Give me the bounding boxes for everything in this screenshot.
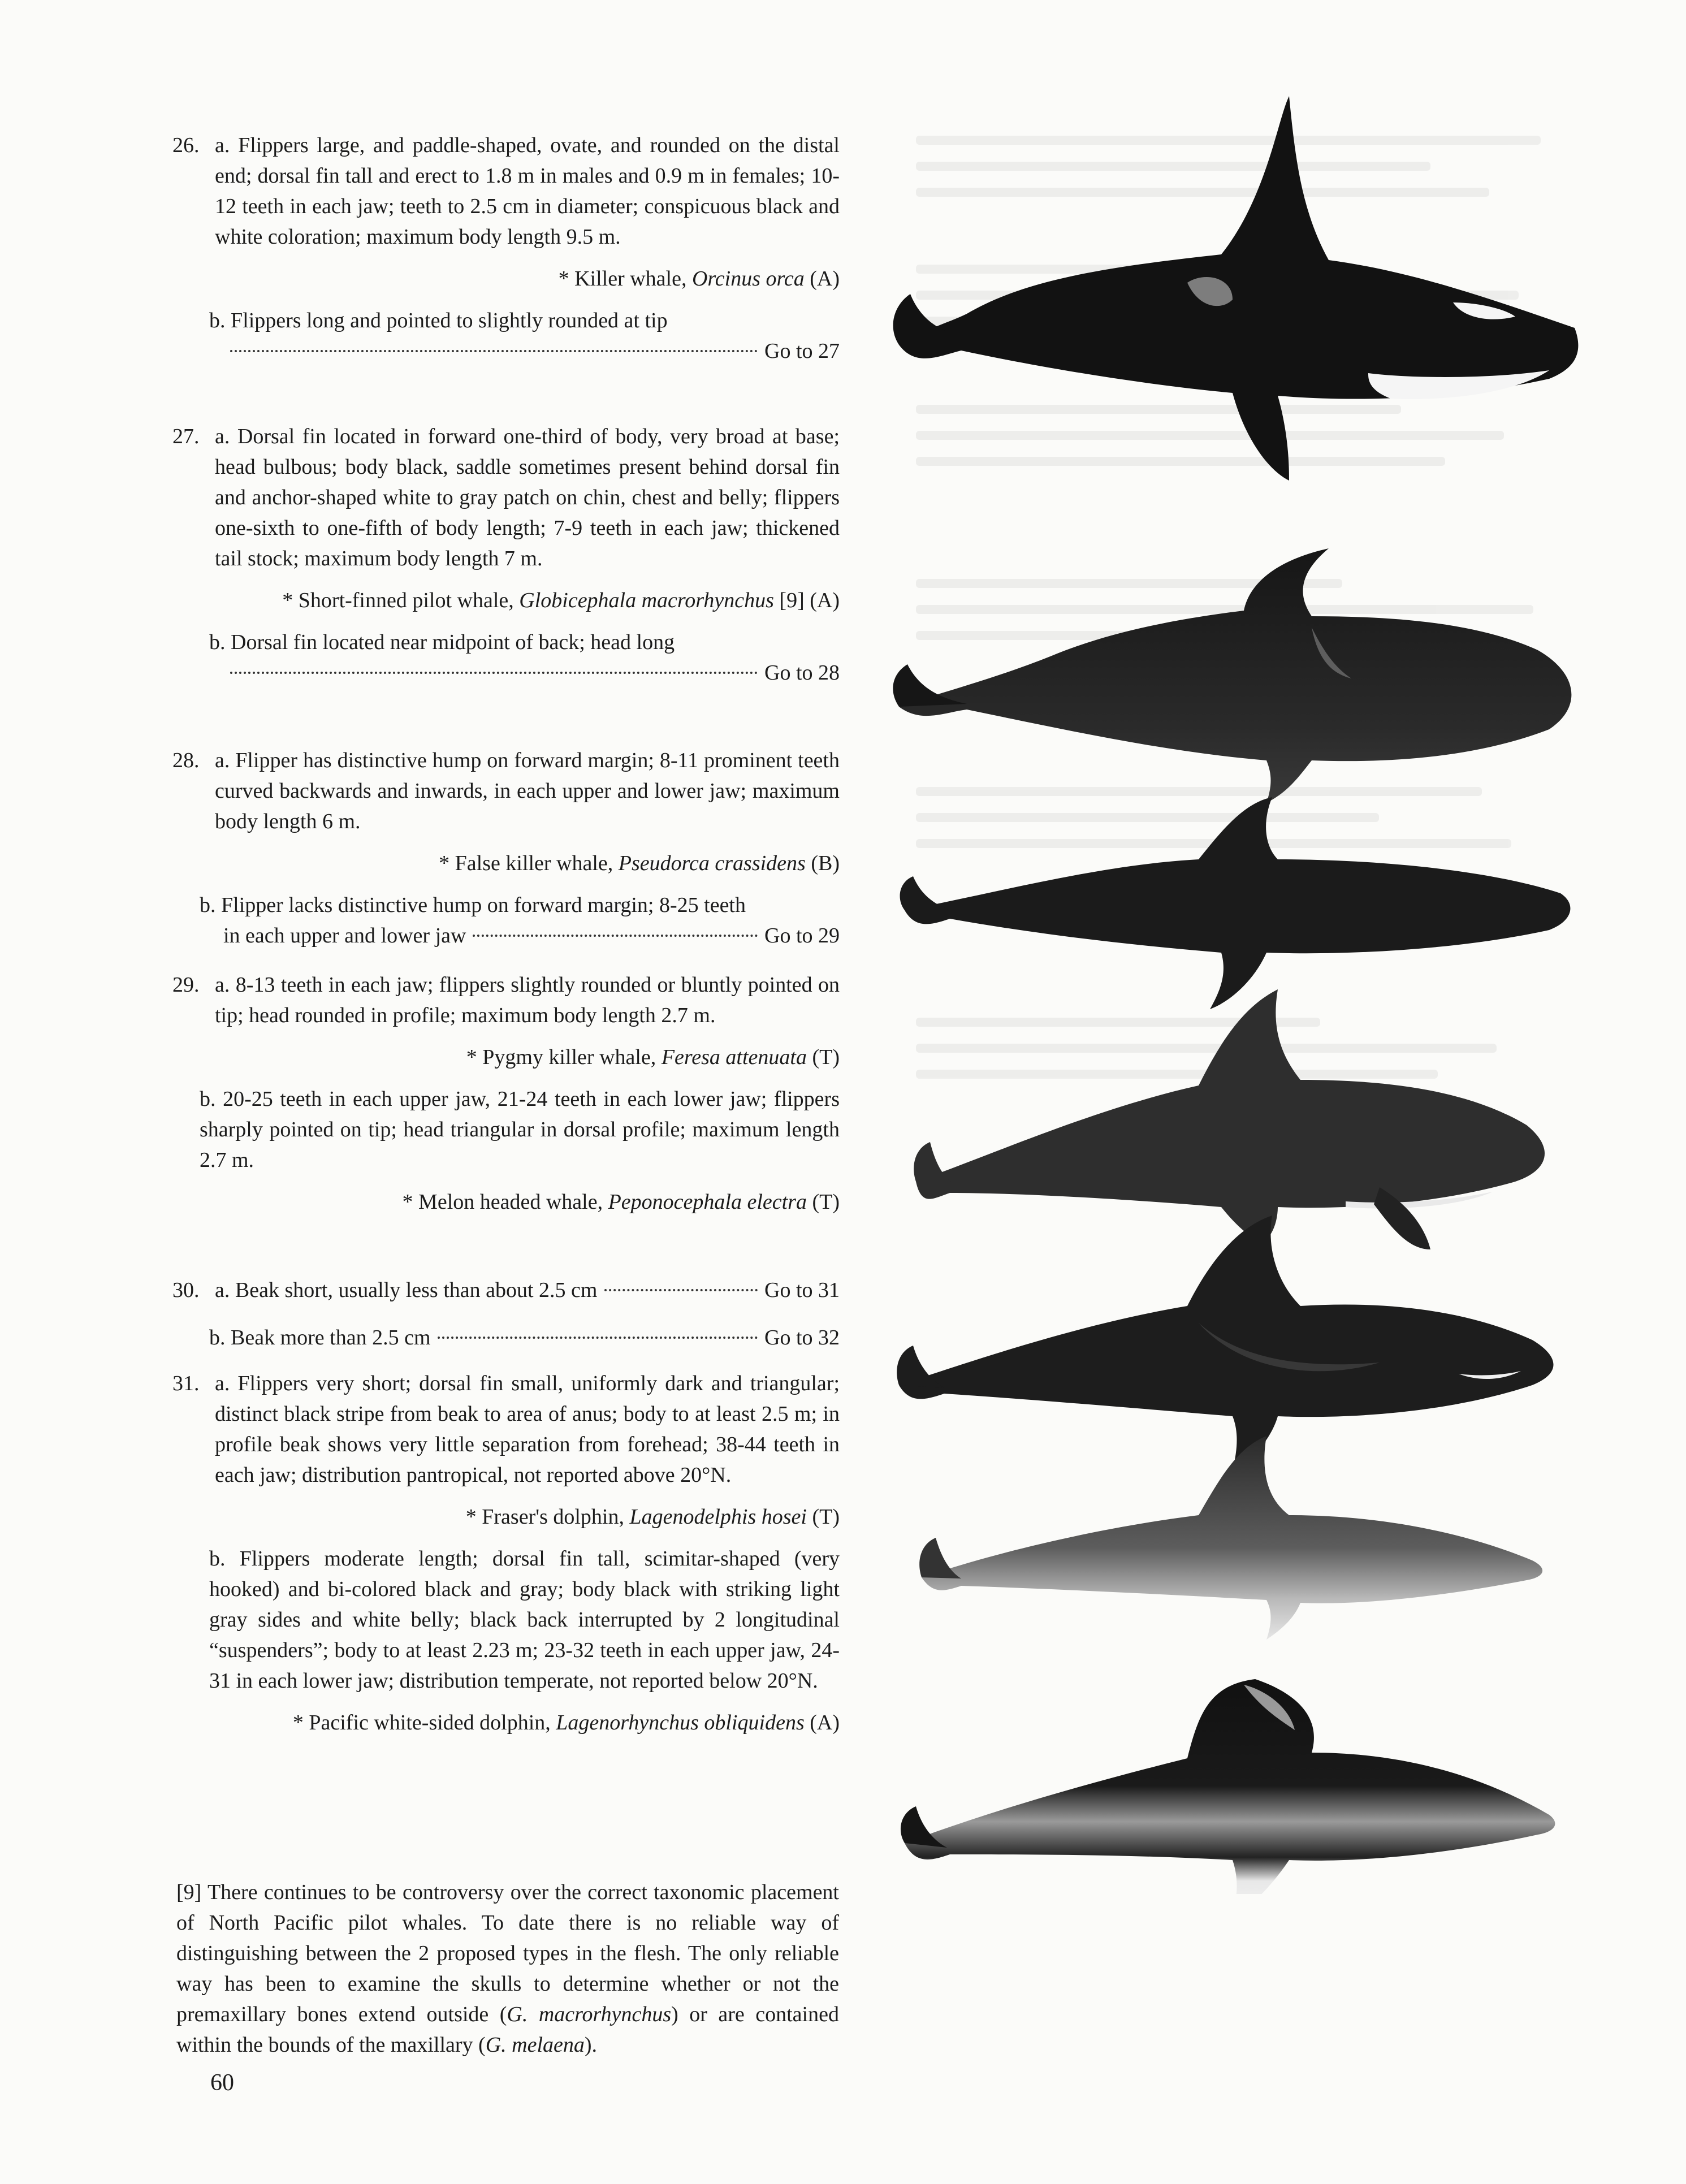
species-melon-headed-whale: * Melon headed whale, Peponocephala electra (T) — [402, 1190, 840, 1214]
goto-lead-30b: b. Beak more than 2.5 cm Go to 32 — [209, 1326, 840, 1350]
goto-lead: Go to 28 — [223, 658, 840, 688]
couplet-number: 30. — [172, 1278, 200, 1302]
short-finned-pilot-whale-illustration — [893, 548, 1571, 803]
couplet-27b-text: b. Dorsal fin located near midpoint of back; head long — [209, 630, 675, 654]
couplet-29a-text: a. 8-13 teeth in each jaw; flippers slightly rounded or bluntly pointed on tip; head rounded in profile; maximum body length 2.7 m. — [215, 973, 840, 1027]
couplet-number: 27. — [172, 425, 200, 448]
melon-headed-whale-illustration — [897, 1216, 1553, 1470]
species-false-killer-whale: * False killer whale, Pseudorca crassidens (B) — [439, 851, 840, 875]
couplet-31 — [172, 1368, 840, 1738]
couplet-30 — [172, 1275, 840, 1353]
couplet-31b-text: b. Flippers moderate length; dorsal fin tall, scimitar-shaped (very hooked) and bi-colored black and gray; body black with striking light gray sides and white belly; black back interrupted by 2 longitudinal “suspenders”; body to at least 2.23 m; 23-32 teeth in each upper jaw, 24-31 in each lower jaw; distribution temperate, not reported below 20°N. — [209, 1547, 840, 1693]
pacific-white-sided-dolphin-illustration — [901, 1679, 1555, 1894]
cetacean-illustrations — [882, 85, 1606, 1894]
killer-whale-illustration — [893, 96, 1579, 481]
dotted-leader — [230, 672, 758, 674]
page-number: 60 — [210, 2070, 234, 2096]
couplet-26b-text: b. Flippers long and pointed to slightly rounded at tip — [209, 309, 668, 332]
footnote-ref: [9] — [779, 589, 805, 612]
couplet-26 — [172, 130, 840, 366]
couplet-number: 26. — [172, 133, 200, 157]
couplet-28a-text: a. Flipper has distinctive hump on forward margin; 8-11 prominent teeth curved backwards and inwards, in each upper and lower jaw; maximum body length 6 m. — [215, 749, 840, 833]
couplet-number: 31. — [172, 1372, 200, 1395]
pygmy-killer-whale-illustration — [914, 989, 1545, 1249]
dotted-leader — [604, 1289, 758, 1291]
dotted-leader — [438, 1337, 758, 1339]
species-pygmy-killer-whale: * Pygmy killer whale, Feresa attenuata (T) — [466, 1045, 840, 1069]
couplet-29b-text: b. 20-25 teeth in each upper jaw, 21-24 teeth in each lower jaw; flippers sharply pointed on tip; head triangular in dorsal profile; maximum length 2.7 m. — [200, 1087, 840, 1172]
couplet-26a-text: a. Flippers large, and paddle-shaped, ovate, and rounded on the distal end; dorsal fin tall and erect to 1.8 m in males and 0.9 m in females; 10-12 teeth in each jaw; teeth to 2.5 cm in diameter; conspicuous black and white coloration; maximum body length 9.5 m. — [215, 133, 840, 249]
couplet-27 — [172, 421, 840, 688]
frasers-dolphin-illustration — [919, 1436, 1542, 1640]
couplet-27a-text: a. Dorsal fin located in forward one-third of body, very broad at base; head bulbous; body black, saddle sometimes present behind dorsal fin and anchor-shaped white to gray patch on chin, chest and belly; flippers one-sixth to one-fifth of body length; 7-9 teeth in each jaw; thickened tail stock; maximum body length 7 m. — [215, 425, 840, 570]
goto-lead: Go to 27 — [223, 336, 840, 366]
couplet-number: 28. — [172, 749, 200, 772]
couplet-29 — [172, 970, 840, 1217]
footnote-9: [9] There continues to be controversy over the correct taxonomic placement of North Pacific pilot whales. To date there is no reliable way of distinguishing between the 2 proposed types in the flesh. The only reliable way has been to examine the skulls to determine whether or not the premaxillary bones extend outside (G. macrorhynchus) or are contained within the bounds of the maxillary (G. melaena). — [176, 1880, 839, 2057]
species-pacific-white-sided-dolphin: * Pacific white-sided dolphin, Lagenorhynchus obliquidens (A) — [292, 1711, 840, 1735]
species-short-finned-pilot-whale: * Short-finned pilot whale, Globicephala macrorhynchus [9] (A) — [282, 589, 840, 612]
couplet-28b-text: b. Flipper lacks distinctive hump on forward margin; 8-25 teeth — [200, 893, 746, 917]
couplet-28 — [172, 745, 840, 951]
couplet-31a-text: a. Flippers very short; dorsal fin small, uniformly dark and triangular; distinct black stripe from beak to area of anus; body to at least 2.5 m; in profile beak shows very little separation from forehead; 38-44 teeth in each jaw; distribution pantropical, not reported above 20°N. — [215, 1372, 840, 1487]
goto-lead-30a: a. Beak short, usually less than about 2.5 cm Go to 31 — [215, 1278, 840, 1302]
goto-lead: in each upper and lower jaw Go to 29 — [223, 924, 840, 948]
dotted-leader — [473, 935, 758, 937]
dotted-leader — [230, 350, 758, 352]
false-killer-whale-illustration — [900, 797, 1571, 1009]
species-frasers-dolphin: * Fraser's dolphin, Lagenodelphis hosei (T) — [465, 1505, 840, 1529]
species-killer-whale: * Killer whale, Orcinus orca (A) — [558, 267, 840, 291]
couplet-number: 29. — [172, 973, 200, 997]
